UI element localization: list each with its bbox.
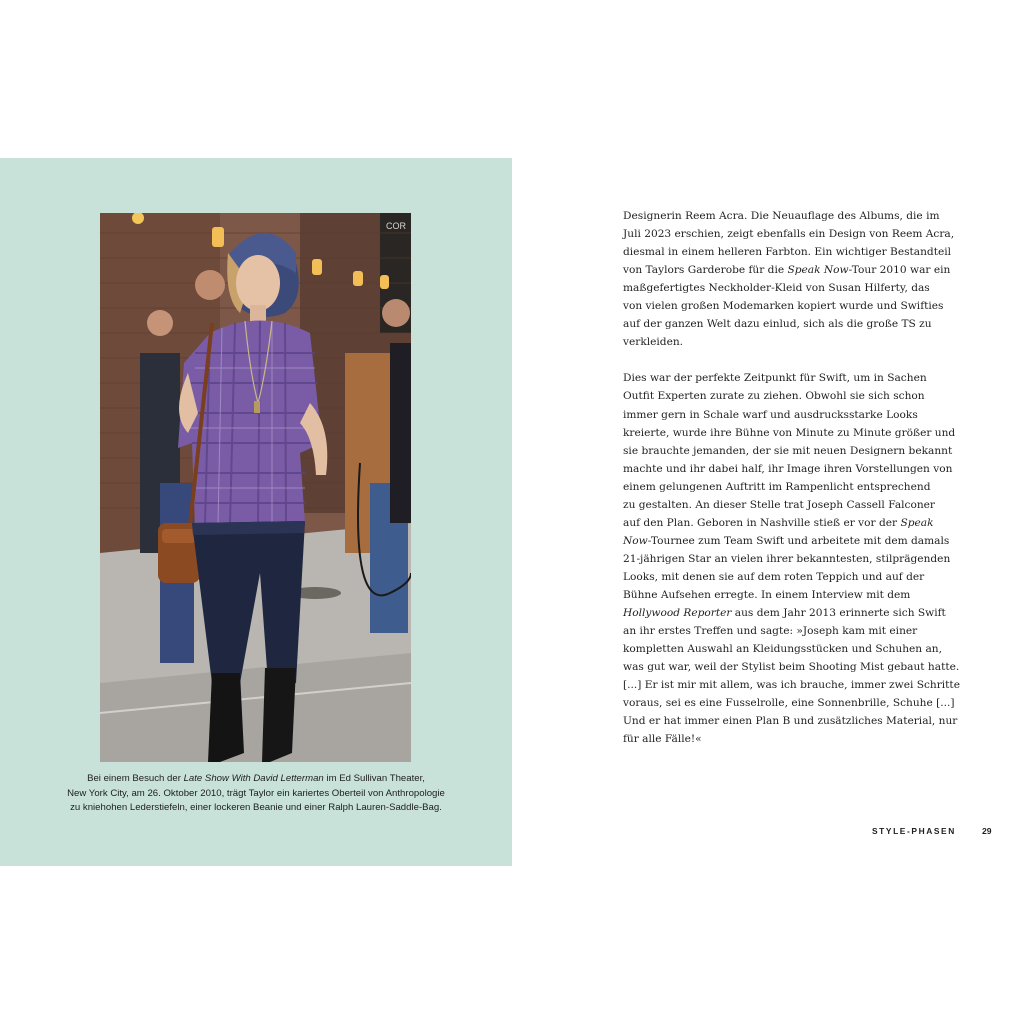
paragraph-gap xyxy=(623,351,963,369)
text-line: verkleiden. xyxy=(623,336,684,349)
text-line: Bühne Aufsehen erregte. In einem Interview mit dem xyxy=(623,588,911,601)
text-line: auf den Plan. Geboren in Nashville stieß er vor der Speak xyxy=(623,516,934,529)
text-line: kompletten Auswahl an Kleidungsstücken und Schuhen an, xyxy=(623,643,942,656)
text-line: Dies war der perfekte Zeitpunkt für Swift, um in Sachen xyxy=(623,372,927,385)
text-line: Juli 2023 erschien, zeigt ebenfalls ein Design von Reem Acra, xyxy=(623,228,955,241)
svg-text:COR: COR xyxy=(386,221,406,231)
paragraph-2 xyxy=(623,369,963,748)
text-line: Looks, mit denen sie auf dem roten Teppich und auf der xyxy=(623,570,925,583)
text-line: Und er hat immer einen Plan B und zusätzliches Material, nur xyxy=(623,715,958,728)
text-line: zu gestalten. An dieser Stelle trat Joseph Cassell Falconer xyxy=(623,498,935,511)
photo-caption xyxy=(40,772,472,816)
text-line: auf der ganzen Welt dazu einlud, sich als die große TS zu xyxy=(623,318,932,331)
caption-line-1: Bei einem Besuch der Late Show With David Letterman im Ed Sullivan Theater, xyxy=(87,773,425,784)
page-number: 29 xyxy=(982,826,992,836)
text-line: diesmal in einem helleren Farbton. Ein wichtiger Bestandteil xyxy=(623,246,952,259)
text-line: von Taylors Garderobe für die Speak Now-Tour 2010 war ein xyxy=(623,264,951,277)
text-line: Hollywood Reporter aus dem Jahr 2013 erinnerte sich Swift xyxy=(623,607,946,620)
body-text xyxy=(623,207,963,748)
text-line: an ihr erstes Treffen und sagte: »Joseph kam mit einer xyxy=(623,625,918,638)
text-line: einem gelungenen Auftritt im Rampenlicht entsprechend xyxy=(623,480,931,493)
text-line: immer gern in Schale warf und ausdrucksstarke Looks xyxy=(623,408,918,421)
text-line: sie brauchte jemanden, der sie mit neuen Designern bekannt xyxy=(623,444,953,457)
caption-line-2: New York City, am 26. Oktober 2010, trägt Taylor ein kariertes Oberteil von Anthropologie xyxy=(67,787,445,799)
text-line: machte und ihr dabei half, ihr Image ihren Vorstellungen von xyxy=(623,462,953,475)
text-line: von vielen großen Modemarken kopiert wurde und Swifties xyxy=(623,300,944,313)
text-line: 21-jährigen Star an vielen ihrer bekanntesten, stilprägenden xyxy=(623,552,951,565)
text-line: Outfit Experten zurate zu ziehen. Obwohl sie sich schon xyxy=(623,390,925,403)
text-line: was gut war, weil der Stylist beim Shooting Mist gebaut hatte. xyxy=(623,661,960,674)
paragraph-1 xyxy=(623,207,963,351)
text-line: Now-Tournee zum Team Swift und arbeitete mit dem damals xyxy=(623,534,950,547)
running-head: STYLE-PHASEN xyxy=(872,826,956,836)
text-line: für alle Fälle!« xyxy=(623,733,702,746)
text-line: [...] Er ist mir mit allem, was ich brauche, immer zwei Schritte xyxy=(623,679,960,692)
caption-line-3: zu kniehohen Lederstiefeln, einer lockeren Beanie und einer Ralph Lauren-Saddle-Bag. xyxy=(70,802,442,813)
text-line: Designerin Reem Acra. Die Neuauflage des Albums, die im xyxy=(623,210,940,222)
taylor-swift-street-photo xyxy=(100,213,411,762)
text-line: maßgefertigtes Neckholder-Kleid von Susan Hilferty, das xyxy=(623,282,930,295)
text-line: voraus, sei es eine Fusselrolle, eine Sonnenbrille, Schuhe [...] xyxy=(623,697,955,710)
photo-panel xyxy=(0,158,512,866)
text-line: kreierte, wurde ihre Bühne von Minute zu Minute größer und xyxy=(623,426,956,439)
